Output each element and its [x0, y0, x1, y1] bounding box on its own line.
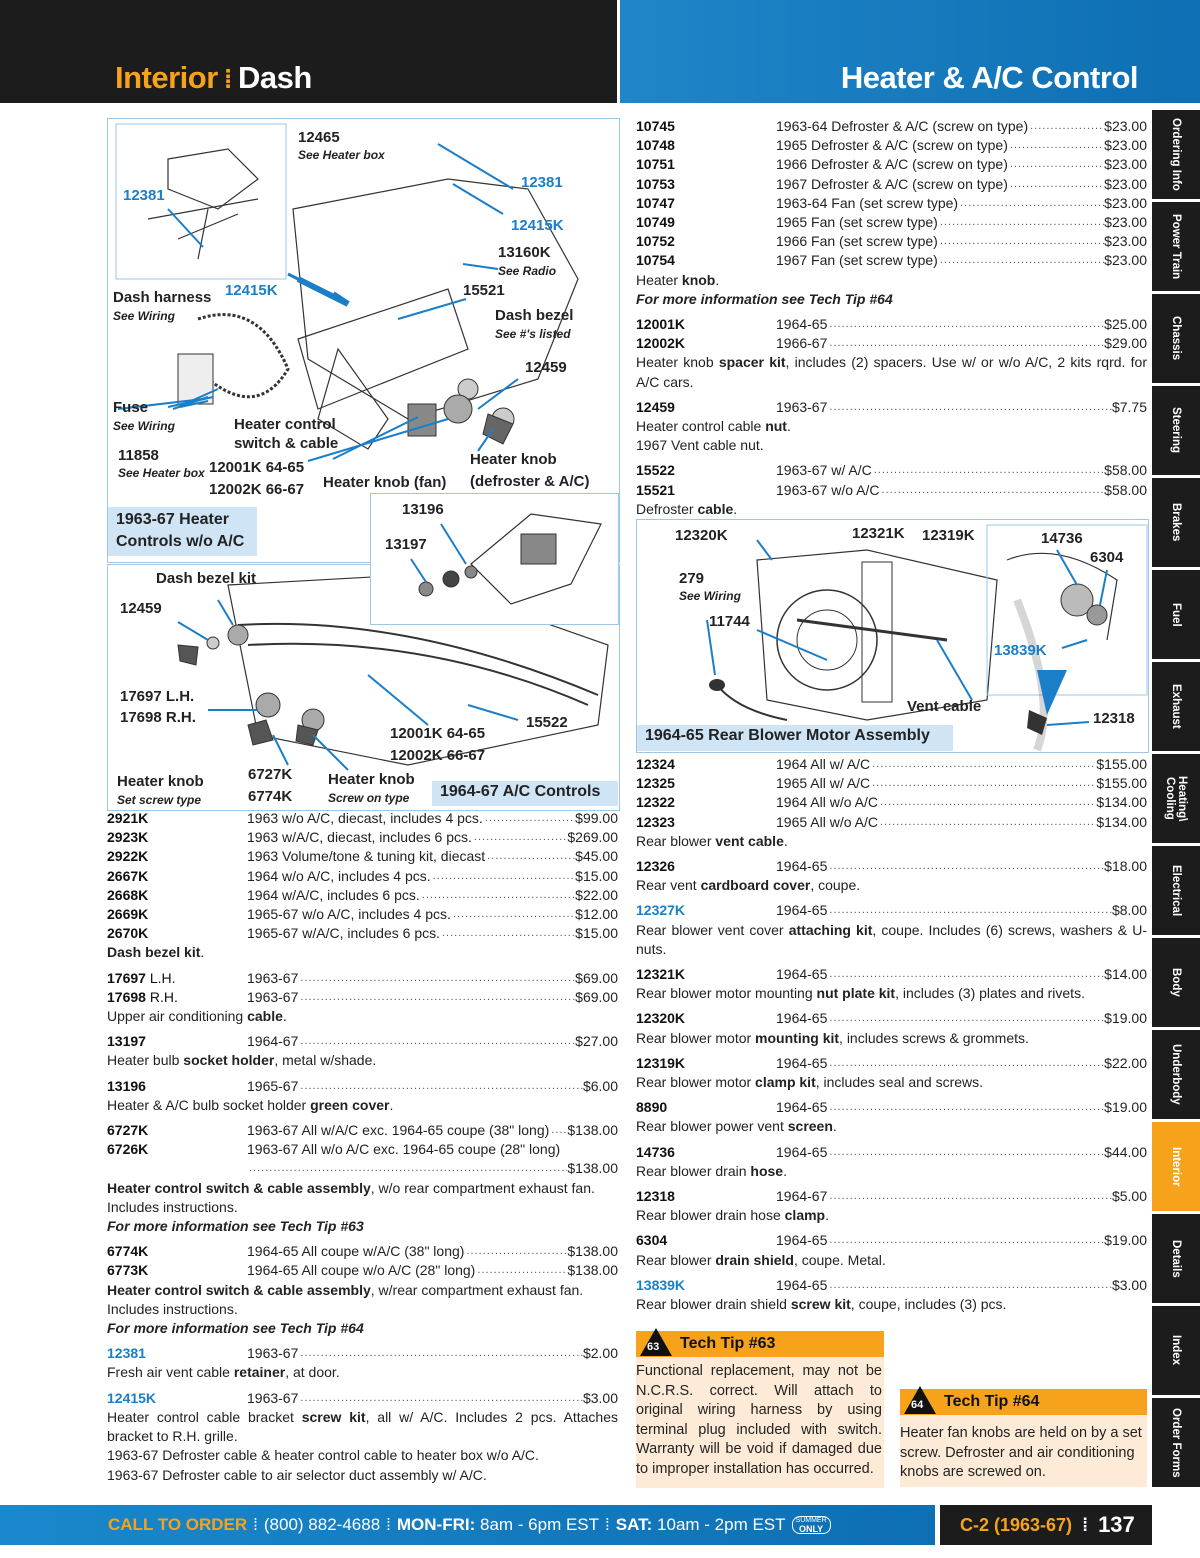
subsection-name: Dash	[237, 60, 312, 95]
callout-dash-bezel: Dash bezel	[495, 307, 574, 324]
tab-interior[interactable]: Interior	[1152, 1122, 1200, 1211]
tab-chassis[interactable]: Chassis	[1152, 294, 1200, 383]
tech-tip-64-body: Heater fan knobs are held on by a set screw. Defroster and air conditioning knobs are screwed on.	[900, 1425, 1142, 1480]
part-description: Rear blower motor mounting kit, includes screws & grommets.	[636, 1029, 1029, 1046]
callout-dash-harness-note: See Wiring	[113, 309, 175, 323]
callout-12318: 12318	[1093, 710, 1135, 727]
tab-details[interactable]: Details	[1152, 1214, 1200, 1303]
caption-rear-blower: 1964-65 Rear Blower Motor Assembly	[637, 725, 953, 751]
table-row: 2669K 1965-67 w/o A/C, includes 4 pcs. ..... $12.00	[107, 905, 618, 924]
footer-page-info: C-2 (1963-67) ⁞ 137	[940, 1505, 1152, 1545]
table-row: 12320K 1964-65 ..... $19.00	[636, 1009, 1147, 1028]
diagram-rear-blower-drawing	[637, 520, 1148, 752]
callout-15522: 15522	[526, 714, 568, 731]
callout-11858: 11858	[118, 447, 159, 464]
part-description: Upper air conditioning cable.	[107, 1008, 287, 1025]
tab-ordering-info[interactable]: Ordering Info	[1152, 110, 1200, 199]
summer-only-badge: SUMMER ONLY	[792, 1516, 831, 1534]
warning-triangle-icon: 63	[640, 1328, 672, 1356]
part-description: Fresh air vent cable retainer, at door.	[107, 1364, 340, 1381]
table-row: 12318 1964-67 ..... $5.00	[636, 1187, 1147, 1206]
callout-6727k: 6727K	[248, 766, 293, 783]
table-row: 10748 1965 Defroster & A/C (screw on type) ..... $23.00	[636, 136, 1147, 155]
part-description: 1967 Vent cable nut.	[636, 437, 764, 454]
callout-279: 279	[679, 570, 705, 587]
callout-12321k: 12321K	[852, 525, 905, 542]
table-row: 12325 1965 All w/ A/C ..... $155.00	[636, 774, 1147, 793]
callout-fuse: Fuse	[113, 399, 149, 416]
callout-knob-defroster-2: (defroster & A/C)	[470, 473, 590, 490]
table-row: 15522 1963-67 w/ A/C ..... $58.00	[636, 461, 1147, 480]
callout-15521: 15521	[463, 282, 505, 299]
table-row: 10749 1965 Fan (set screw type) ..... $23.00	[636, 213, 1147, 232]
table-row: 10745 1963-64 Defroster & A/C (screw on type) ..... $23.00	[636, 117, 1147, 136]
callout-12320k: 12320K	[675, 527, 728, 544]
title-separator: ⁞	[223, 64, 232, 94]
table-row: 12323 1965 All w/o A/C ..... $134.00	[636, 813, 1147, 832]
callout-279-note: See Wiring	[679, 589, 741, 603]
table-row: 8890 1964-65 ..... $19.00	[636, 1098, 1147, 1117]
table-row: 2667K 1964 w/o A/C, includes 4 pcs. ..... $15.00	[107, 867, 618, 886]
table-row: 12322 1964 All w/o A/C ..... $134.00	[636, 793, 1147, 812]
callout-dash-bezel-note: See #'s listed	[495, 327, 571, 341]
table-row: 17697 L.H. 1963-67 ..... $69.00	[107, 969, 618, 988]
callout-heater-control-2: switch & cable	[234, 435, 339, 452]
tab-heating-cooling[interactable]: Heating\ Cooling	[1152, 754, 1200, 843]
part-description: Heater knob spacer kit, includes (2) spacers. Use w/ or w/o A/C, 2 kits rqrd. for A/C cars.	[636, 354, 1147, 390]
tab-brakes[interactable]: Brakes	[1152, 478, 1200, 567]
diagram-rear-blower	[636, 519, 1149, 753]
callout-12001k-ac: 12001K 64-65	[390, 725, 486, 742]
tech-tip-64-header: 64 Tech Tip #64	[900, 1389, 1147, 1415]
callout-knob-fan: Heater knob (fan)	[323, 474, 447, 491]
part-description: Rear vent cardboard cover, coupe.	[636, 877, 861, 894]
callout-12465-note: See Heater box	[298, 148, 385, 162]
part-description: Rear blower drain hose.	[636, 1162, 787, 1179]
callout-13839k: 13839K	[994, 642, 1047, 659]
callout-knob-screw-on: Heater knob	[328, 771, 415, 788]
table-row: 6773K 1964-65 All coupe w/o A/C (28" long) ..... $138.00	[107, 1261, 618, 1280]
right-parts-list-bottom	[636, 755, 1147, 1314]
callout-knob-set-screw-note: Set screw type	[117, 793, 202, 807]
table-row: 12326 1964-65 ..... $18.00	[636, 857, 1147, 876]
left-parts-list	[107, 809, 618, 1485]
callout-17697: 17697 L.H.	[120, 688, 195, 705]
part-description: Heater knob.	[636, 271, 720, 288]
callout-knob-defroster-1: Heater knob	[470, 451, 557, 468]
callout-11744: 11744	[709, 613, 750, 630]
part-description: Rear blower vent cover attaching kit, coupe. Includes (6) screws, washers & U-nuts.	[636, 921, 1147, 957]
part-description: Heater control cable bracket screw kit, all w/ A/C. Includes 2 pcs. Attaches bracket to R.H. grille.	[107, 1408, 618, 1445]
footer-contact: CALL TO ORDER ⁞ (800) 882-4688 ⁞ MON-FRI: 8am - 6pm EST ⁞ SAT: 10am - 2pm EST SUMMER ONLY	[0, 1505, 935, 1545]
callout-knob-screw-on-note: Screw on type	[328, 791, 410, 805]
tech-tip-64	[900, 1389, 1147, 1487]
table-row: 12319K 1964-65 ..... $22.00	[636, 1054, 1147, 1073]
call-to-order-label: CALL TO ORDER	[108, 1515, 248, 1534]
callout-6304: 6304	[1090, 549, 1124, 566]
tab-electrical[interactable]: Electrical	[1152, 846, 1200, 935]
table-row: 12459 1963-67 ..... $7.75	[636, 398, 1147, 417]
table-row: 6727K 1963-67 All w/A/C exc. 1964-65 coupe (38" long) ..... $138.00	[107, 1121, 618, 1140]
part-description: Dash bezel kit.	[107, 944, 205, 961]
table-row: 10754 1967 Fan (set screw type) ..... $23.00	[636, 251, 1147, 270]
table-row: 12324 1964 All w/ A/C ..... $155.00	[636, 755, 1147, 774]
phone-number[interactable]: (800) 882-4688	[263, 1515, 381, 1534]
callout-12001k: 12001K 64-65	[209, 459, 305, 476]
callout-13160k: 13160K	[498, 244, 551, 261]
part-description: Heater control switch & cable assembly, w/rear compartment exhaust fan. Includes instructions.	[107, 1281, 584, 1317]
callout-12002k: 12002K 66-67	[209, 481, 305, 498]
callout-12381-right: 12381	[521, 174, 563, 191]
warning-triangle-icon: 64	[904, 1386, 936, 1414]
table-row: 2921K 1963 w/o A/C, diecast, includes 4 pcs. ..... $99.00	[107, 809, 618, 828]
tab-exhaust[interactable]: Exhaust	[1152, 662, 1200, 751]
callout-6774k: 6774K	[248, 788, 293, 805]
table-row: 12321K 1964-65 ..... $14.00	[636, 965, 1147, 984]
table-row: 2670K 1965-67 w/A/C, includes 6 pcs. ..... $15.00	[107, 924, 618, 943]
caption-heater-controls: 1963-67 Heater Controls w/o A/C	[108, 507, 257, 556]
table-row: 2668K 1964 w/A/C, includes 6 pcs. ..... $22.00	[107, 886, 618, 905]
section-title	[115, 60, 312, 96]
part-description: Heater control switch & cable assembly, w/o rear compartment exhaust fan. Includes instructions.	[107, 1179, 595, 1215]
part-description: Rear blower power vent screen.	[636, 1118, 837, 1135]
callout-12415k-right: 12415K	[511, 217, 564, 234]
part-description: Rear blower motor mounting nut plate kit, includes (3) plates and rivets.	[636, 985, 1085, 1002]
part-description: Rear blower vent cable.	[636, 832, 788, 849]
callout-fuse-note: See Wiring	[113, 419, 175, 433]
callout-17698: 17698 R.H.	[120, 709, 196, 726]
section-name: Interior	[115, 60, 218, 95]
table-row: 15521 1963-67 w/o A/C ..... $58.00	[636, 481, 1147, 500]
part-description: Rear blower drain shield, coupe. Metal.	[636, 1251, 886, 1268]
callout-vent-cable: Vent cable	[907, 698, 982, 715]
callout-13197: 13197	[385, 536, 427, 553]
tech-tip-link[interactable]: For more information see Tech Tip #64	[636, 290, 893, 307]
tech-tip-63	[636, 1331, 884, 1488]
table-row: 6304 1964-65 ..... $19.00	[636, 1231, 1147, 1250]
tab-order-forms[interactable]: Order Forms	[1152, 1398, 1200, 1487]
part-description: Rear blower drain shield screw kit, coupe, includes (3) pcs.	[636, 1296, 1007, 1313]
table-row: 2922K 1963 Volume/tone & tuning kit, diecast ..... $45.00	[107, 847, 618, 866]
part-description: Rear blower motor clamp kit, includes seal and screws.	[636, 1074, 984, 1091]
part-description: Defroster cable.	[636, 500, 738, 517]
table-row: 12381 1963-67 ..... $2.00	[107, 1344, 618, 1363]
right-parts-list-top	[636, 117, 1147, 519]
part-description: 1963-67 Defroster cable to air selector duct assembly w/ A/C.	[107, 1466, 487, 1483]
page-title: Heater & A/C Control	[840, 60, 1138, 95]
tech-tip-63-header: 63 Tech Tip #63	[636, 1331, 884, 1357]
section-code: C-2 (1963-67)	[960, 1514, 1073, 1535]
part-description: 1963-67 Defroster cable & heater control cable to heater box w/o A/C.	[107, 1447, 539, 1464]
callout-12459-ac: 12459	[120, 600, 162, 617]
callout-12415k-left: 12415K	[225, 282, 278, 299]
caption-ac-controls: 1964-67 A/C Controls	[432, 781, 618, 806]
tab-underbody[interactable]: Underbody	[1152, 1030, 1200, 1119]
tech-tip-link[interactable]: For more information see Tech Tip #63	[107, 1218, 364, 1235]
table-row: 13196 1965-67 ..... $6.00	[107, 1077, 618, 1096]
page-number: 137	[1098, 1512, 1135, 1537]
callout-12319k: 12319K	[922, 527, 975, 544]
table-row: 17698 R.H. 1963-67 ..... $69.00	[107, 988, 618, 1007]
tab-body[interactable]: Body	[1152, 938, 1200, 1027]
callout-12465: 12465	[298, 129, 340, 146]
part-description: Heater bulb socket holder, metal w/shade.	[107, 1052, 377, 1069]
callout-13160k-note: See Radio	[498, 264, 557, 278]
table-row: 13839K 1964-65 ..... $3.00	[636, 1276, 1147, 1295]
table-row: 12415K 1963-67 ..... $3.00	[107, 1389, 618, 1408]
callout-14736: 14736	[1041, 530, 1083, 547]
table-row: 10751 1966 Defroster & A/C (screw on type) ..... $23.00	[636, 155, 1147, 174]
callout-13196: 13196	[402, 501, 444, 518]
tab-power-train[interactable]: Power Train	[1152, 202, 1200, 291]
table-row: 12002K 1966-67 ..... $29.00	[636, 334, 1147, 353]
callout-dash-harness: Dash harness	[113, 289, 212, 306]
table-row: 10752 1966 Fan (set screw type) ..... $23.00	[636, 232, 1147, 251]
callout-knob-set-screw: Heater knob	[117, 773, 204, 790]
part-description: Heater control cable nut.	[636, 418, 791, 435]
tech-tip-link[interactable]: For more information see Tech Tip #64	[107, 1320, 364, 1337]
table-row: 6726K 1963-67 All w/o A/C exc. 1964-65 coupe (28" long)	[107, 1141, 561, 1158]
callout-12459: 12459	[525, 359, 567, 376]
callout-12381-left: 12381	[123, 187, 165, 204]
tech-tip-63-body: Functional replacement, may not be N.C.R.S. correct. Will attach to original wiring harness by using terminal plug included with switch. Warranty will be void if damaged due to improper installation has occurred.	[636, 1363, 882, 1477]
table-row: 10753 1967 Defroster & A/C (screw on type) ..... $23.00	[636, 175, 1147, 194]
tab-steering[interactable]: Steering	[1152, 386, 1200, 475]
tab-index[interactable]: Index	[1152, 1306, 1200, 1395]
callout-heater-control-1: Heater control	[234, 416, 336, 433]
table-row: 10747 1963-64 Fan (set screw type) ..... $23.00	[636, 194, 1147, 213]
table-row: 12001K 1964-65 ..... $25.00	[636, 315, 1147, 334]
table-row: 12327K 1964-65 ..... $8.00	[636, 901, 1147, 920]
section-tabs	[1152, 110, 1200, 1490]
part-description: Rear blower drain hose clamp.	[636, 1207, 829, 1224]
table-row: 13197 1964-67 ..... $27.00	[107, 1032, 618, 1051]
table-row: 6774K 1964-65 All coupe w/A/C (38" long) ..... $138.00	[107, 1242, 618, 1261]
part-description: Heater & A/C bulb socket holder green cover.	[107, 1096, 394, 1113]
table-row: ..... $138.00	[107, 1159, 618, 1178]
tab-fuel[interactable]: Fuel	[1152, 570, 1200, 659]
callout-11858-note: See Heater box	[118, 466, 205, 480]
table-row: 2923K 1963 w/A/C, diecast, includes 6 pcs. ..... $269.00	[107, 828, 618, 847]
table-row: 14736 1964-65 ..... $44.00	[636, 1143, 1147, 1162]
callout-dash-bezel-kit: Dash bezel kit	[156, 570, 257, 587]
callout-12002k-ac: 12002K 66-67	[390, 747, 486, 764]
